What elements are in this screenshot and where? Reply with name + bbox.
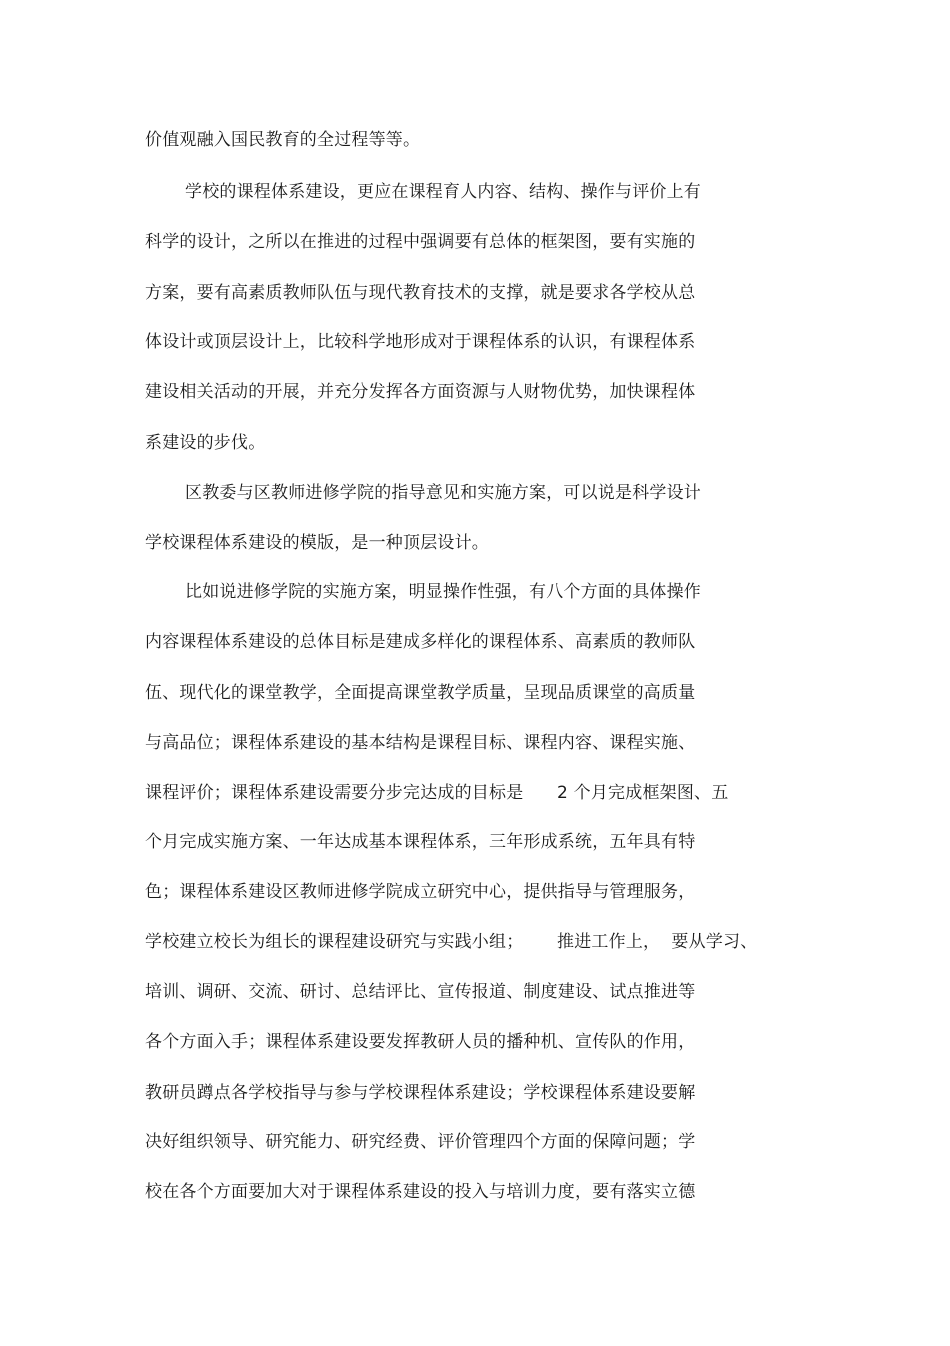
text-line: 伍、现代化的课堂教学，全面提高课堂教学质量，呈现品质课堂的高质量	[145, 683, 696, 703]
text-line: 内容课程体系建设的总体目标是建成多样化的课程体系、高素质的教师队	[145, 632, 696, 652]
text-line: 学校课程体系建设的模版，是一种顶层设计。	[145, 533, 489, 553]
text-line: 决好组织领导、研究能力、研究经费、评价管理四个方面的保障问题；学	[145, 1132, 696, 1152]
paragraph-first-line: 区教委与区教师进修学院的指导意见和实施方案，可以说是科学设计	[185, 483, 701, 503]
paragraph-first-line: 学校的课程体系建设，更应在课程育人内容、结构、操作与评价上有	[185, 182, 701, 202]
text-line: 建设相关活动的开展，并充分发挥各方面资源与人财物优势，加快课程体	[145, 382, 696, 402]
text-line: 各个方面入手；课程体系建设要发挥教研人员的播种机、宣传队的作用，	[145, 1032, 696, 1052]
paragraph-first-line: 比如说进修学院的实施方案，明显操作性强，有八个方面的具体操作	[185, 582, 701, 602]
text-line: 校在各个方面要加大对于课程体系建设的投入与培训力度，要有落实立德	[145, 1182, 696, 1202]
text-line: 教研员蹲点各学校指导与参与学校课程体系建设；学校课程体系建设要解	[145, 1083, 696, 1103]
text-line: 方案，要有高素质教师队伍与现代教育技术的支撑，就是要求各学校从总	[145, 283, 696, 303]
text-line: 与高品位；课程体系建设的基本结构是课程目标、课程内容、课程实施、	[145, 733, 696, 753]
text-line: 科学的设计，之所以在推进的过程中强调要有总体的框架图，要有实施的	[145, 232, 696, 252]
text-line: 培训、调研、交流、研讨、总结评比、宣传报道、制度建设、试点推进等	[145, 982, 696, 1002]
text-line: 个月完成实施方案、一年达成基本课程体系，三年形成系统，五年具有特	[145, 832, 696, 852]
text-line: 课程评价；课程体系建设需要分步完达成的目标是 2 个月完成框架图、五	[145, 783, 729, 803]
text-line: 价值观融入国民教育的全过程等等。	[145, 130, 421, 150]
text-line: 学校建立校长为组长的课程建设研究与实践小组； 推进工作上， 要从学习、	[145, 932, 758, 952]
text-line: 系建设的步伐。	[145, 433, 266, 453]
text-line: 色；课程体系建设区教师进修学院成立研究中心，提供指导与管理服务，	[145, 882, 696, 902]
text-line: 体设计或顶层设计上，比较科学地形成对于课程体系的认识，有课程体系	[145, 332, 696, 352]
